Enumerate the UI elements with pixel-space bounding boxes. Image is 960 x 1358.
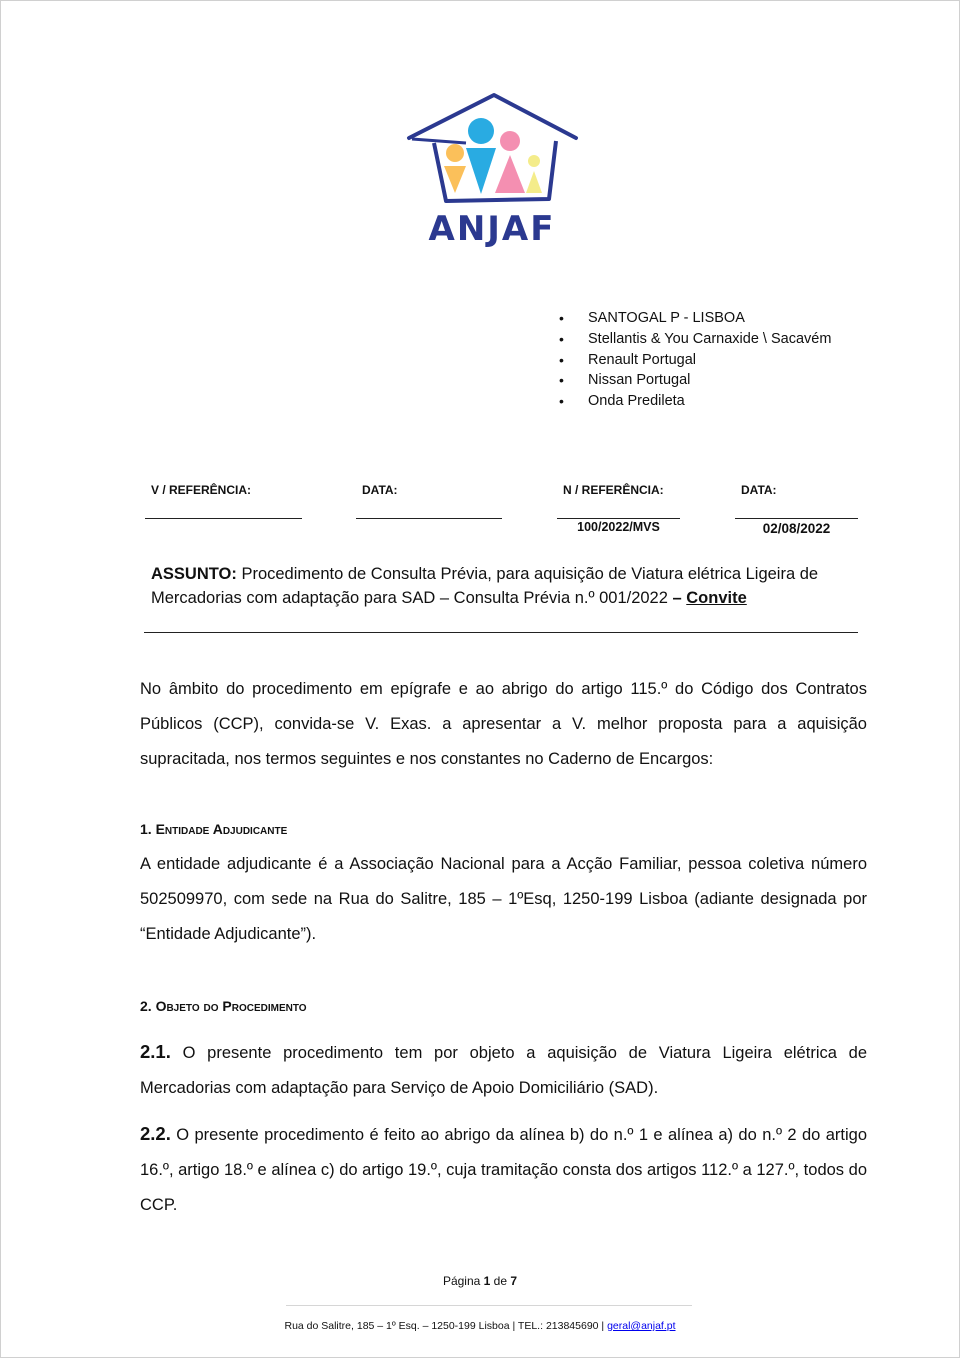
n-ref-field-line	[557, 518, 680, 519]
paragraph-2-1	[140, 1034, 867, 1106]
v-ref-field-line	[145, 518, 302, 519]
house-family-icon	[404, 91, 580, 206]
recipient-item: • Renault Portugal	[559, 350, 839, 371]
section-1-paragraph: A entidade adjudicante é a Associação Nacional para a Acção Familiar, pessoa coletiva número 502509970, com sede na Rua do Salitre, 185 – 1ºEsq, 1250-199 Lisboa (adiante designada por “Entidade Adjudicante”).	[140, 855, 867, 944]
footer-divider	[286, 1305, 692, 1306]
section-heading-objeto: 2. Objeto do Procedimento	[140, 998, 307, 1014]
paragraph-number: 2.2.	[140, 1123, 171, 1144]
recipients-list	[559, 308, 839, 412]
v-date-label: DATA:	[362, 483, 398, 497]
paragraph-text: O presente procedimento tem por objeto a aquisição de Viatura Ligeira elétrica de Mercadorias com adaptação para Serviço de Apoio Domiciliário (SAD).	[140, 1044, 867, 1098]
recipient-item: • Stellantis & You Carnaxide \ Sacavém	[559, 329, 839, 350]
page-current: 1	[483, 1274, 491, 1288]
page-sep: de	[490, 1274, 511, 1288]
email-link[interactable]: geral@anjaf.pt	[607, 1320, 676, 1332]
subject-dash: –	[672, 589, 687, 607]
logo-wordmark: ANJAF	[428, 209, 556, 249]
n-ref-value: 100/2022/MVS	[577, 520, 660, 534]
n-date-field-line	[735, 518, 858, 519]
v-date-field-line	[356, 518, 502, 519]
n-date-value: 02/08/2022	[762, 521, 831, 536]
subject-text: Procedimento de Consulta Prévia, para aquisição de Viatura elétrica Ligeira de Mercadorias com adaptação para SAD – Consulta Prévia n.º 001/2022	[151, 565, 819, 607]
footer-contact	[1, 1320, 959, 1332]
footer-address: Rua do Salitre, 185 – 1º Esq. – 1250-199 Lisboa | TEL.: 213845690 |	[284, 1320, 608, 1332]
recipient-item: • Nissan Portugal	[559, 370, 839, 391]
page-number	[1, 1274, 959, 1288]
n-date-label: DATA:	[741, 483, 777, 497]
subject-line	[151, 562, 856, 610]
subject-label: ASSUNTO:	[151, 565, 237, 583]
page-prefix: Página	[442, 1274, 484, 1288]
page-total: 7	[510, 1274, 518, 1288]
section-heading-entidade: 1. Entidade Adjudicante	[140, 821, 288, 837]
paragraph-number: 2.1.	[140, 1041, 171, 1062]
recipient-item: • Onda Predileta	[559, 391, 839, 412]
paragraph-2-2	[140, 1116, 867, 1224]
anjaf-logo	[404, 91, 580, 256]
intro-paragraph: No âmbito do procedimento em epígrafe e ao abrigo do artigo 115.º do Código dos Contratos Públicos (CCP), convida-se V. Exas. a apresentar a V. melhor proposta para a aquisição supracitada, nos termos seguintes e nos constantes no Caderno de Encargos:	[140, 680, 867, 769]
convite-label: Convite	[686, 589, 747, 607]
recipient-item: • SANTOGAL P - LISBOA	[559, 308, 839, 329]
subject-divider	[144, 632, 858, 633]
paragraph-text: O presente procedimento é feito ao abrigo da alínea b) do n.º 1 e alínea a) do n.º 2 do artigo 16.º, artigo 18.º e alínea c) do artigo 19.º, cuja tramitação consta dos artigos 112.º a 127.º, todos do CCP.	[140, 1126, 867, 1215]
n-ref-label: N / REFERÊNCIA:	[563, 483, 664, 497]
v-ref-label: V / REFERÊNCIA:	[151, 483, 252, 497]
